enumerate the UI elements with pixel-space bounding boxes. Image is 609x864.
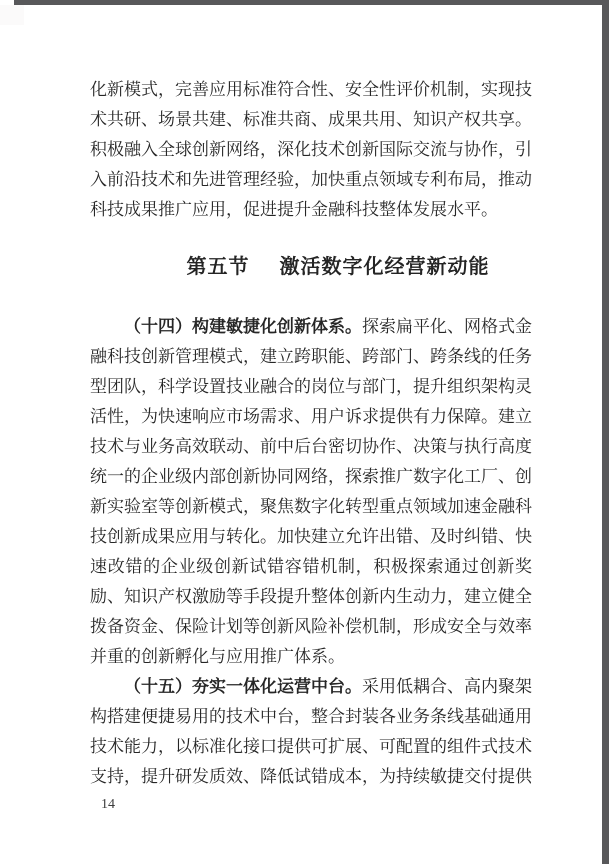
paragraph-line: 支持，提升研发质效、降低试错成本，为持续敏捷交付提供 xyxy=(90,767,532,786)
item-15-paragraph xyxy=(90,672,532,792)
paragraph-line: 技创新成果应用与转化。加快建立允许出错、及时纠错、快 xyxy=(90,527,532,546)
page-number: 14 xyxy=(101,797,115,812)
paragraph-line xyxy=(90,672,532,702)
paragraph-line: 并重的创新孵化与应用推广体系。 xyxy=(90,647,345,666)
item-15-lead: （十五）夯实一体化运营中台。 xyxy=(124,677,362,696)
paragraph-line: 术共研、场景共建、标准共商、成果共用、知识产权共享。 xyxy=(90,110,532,129)
paragraph-line: 拨备资金、保险计划等创新风险补偿机制，形成安全与效率 xyxy=(90,617,532,636)
paragraph-line: 新实验室等创新模式，聚焦数字化转型重点领域加速金融科 xyxy=(90,497,532,516)
paragraph-line: 构搭建便捷易用的技术中台，整合封装各业务条线基础通用 xyxy=(90,707,532,726)
section-number: 第五节 xyxy=(186,256,250,278)
paragraph-line xyxy=(90,312,532,342)
scan-edge-right xyxy=(602,0,609,864)
paragraph-line: 技术与业务高效联动、前中后台密切协作、决策与执行高度 xyxy=(90,437,532,456)
paragraph-line: 速改错的企业级创新试错容错机制，积极探索通过创新奖 xyxy=(90,557,532,576)
section-title: 激活数字化经营新动能 xyxy=(279,256,490,278)
paragraph-line: 化新模式，完善应用标准符合性、安全性评价机制，实现技 xyxy=(90,80,532,99)
scan-corner-smudge xyxy=(0,5,24,25)
section-heading xyxy=(117,252,559,282)
paragraph-line: 活性，为快速响应市场需求、用户诉求提供有力保障。建立 xyxy=(90,407,532,426)
paragraph-line: 励、知识产权激励等手段提升整体创新内生动力，建立健全 xyxy=(90,587,532,606)
paragraph-line: 科技成果推广应用，促进提升金融科技整体发展水平。 xyxy=(90,200,498,219)
item-15-first-line-rest: 采用低耦合、高内聚架 xyxy=(362,677,532,696)
paragraph-line: 融科技创新管理模式，建立跨职能、跨部门、跨条线的任务 xyxy=(90,347,532,366)
paragraph-line: 积极融入全球创新网络，深化技术创新国际交流与协作，引 xyxy=(90,140,532,159)
paragraph-line: 技术能力，以标准化接口提供可扩展、可配置的组件式技术 xyxy=(90,737,532,756)
scan-edge-top xyxy=(14,0,609,5)
paragraph-line: 型团队，科学设置技业融合的岗位与部门，提升组织架构灵 xyxy=(90,377,532,396)
item-14-lead: （十四）构建敏捷化创新体系。 xyxy=(124,317,362,336)
paragraph-line: 入前沿技术和先进管理经验，加快重点领域专利布局，推动 xyxy=(90,170,532,189)
paragraph-line: 统一的企业级内部创新协同网络，探索推广数字化工厂、创 xyxy=(90,467,532,486)
item-14-first-line-rest: 探索扁平化、网格式金 xyxy=(362,317,532,336)
text-column xyxy=(90,75,532,792)
intro-paragraph xyxy=(90,75,532,225)
item-14-paragraph xyxy=(90,312,532,672)
